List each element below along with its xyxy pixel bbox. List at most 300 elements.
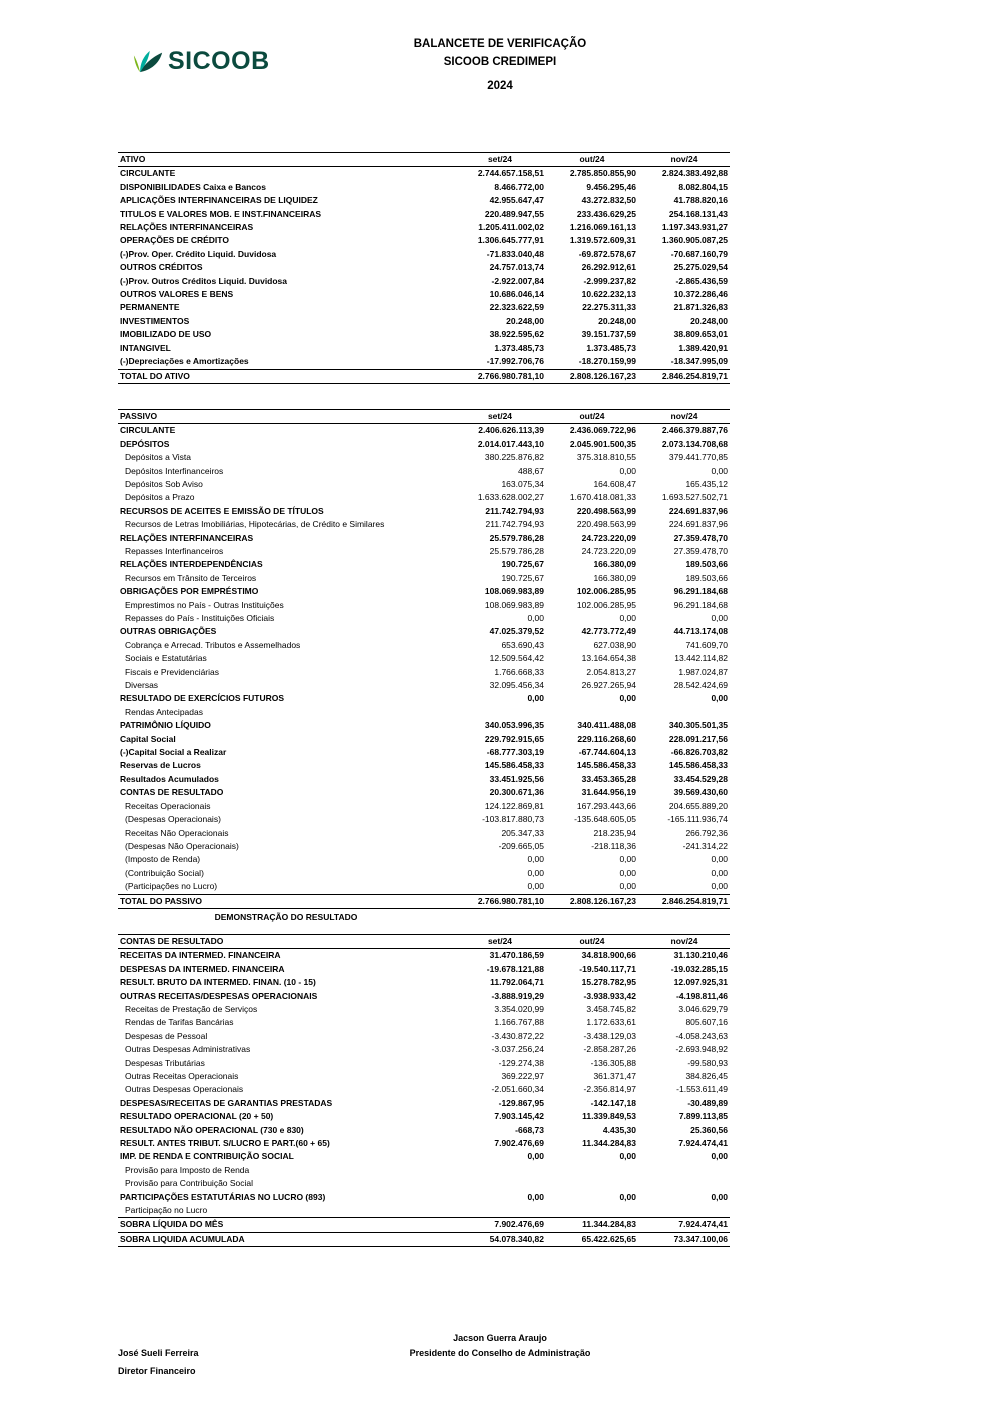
row-value: 627.038,90 — [593, 639, 636, 650]
row-value: 102.006.285,95 — [576, 599, 636, 610]
row-value — [546, 1177, 638, 1190]
row-value: 165.435,12 — [685, 478, 728, 489]
row-value: 25.579.786,28 — [489, 545, 544, 556]
column-header-nov-24: nov/24 — [638, 153, 730, 167]
row-value: 12.097.925,31 — [673, 977, 728, 988]
row-value: 380.225.876,82 — [484, 452, 544, 463]
table-row — [118, 342, 730, 355]
row-value: -18.347.995,09 — [670, 356, 728, 367]
row-value: 164.608,47 — [593, 478, 636, 489]
table-row — [118, 1003, 730, 1016]
table-row — [118, 949, 730, 963]
row-value: 39.569.430,60 — [673, 787, 728, 798]
row-label: Sociais e Estatutárias — [125, 653, 207, 664]
row-value: 0,00 — [619, 613, 636, 623]
table-row — [118, 746, 730, 759]
table-row — [118, 853, 730, 866]
row-label: Receitas Operacionais — [125, 800, 211, 811]
row-value: 8.082.804,15 — [678, 181, 728, 192]
table-row — [118, 1057, 730, 1070]
row-label: OPERAÇÕES DE CRÉDITO — [120, 235, 229, 246]
row-value: 163.075,34 — [501, 478, 544, 489]
row-value — [454, 706, 546, 719]
row-label: Resultados Acumulados — [120, 773, 219, 784]
row-value: 0,00 — [619, 1151, 636, 1162]
row-value: 0,00 — [527, 881, 544, 892]
row-label: Depósitos Interfinanceiros — [125, 465, 224, 476]
row-label: SOBRA LIQUIDA ACUMULADA — [118, 1232, 454, 1246]
table-row — [118, 1016, 730, 1029]
row-label: RELAÇÕES INTERFINANCEIRAS — [120, 532, 254, 543]
row-value: 39.151.737,59 — [581, 329, 636, 340]
row-value: -70.687.160,79 — [670, 248, 728, 259]
ativo-section-title: ATIVO — [118, 153, 454, 167]
row-label: INVESTIMENTOS — [120, 315, 190, 326]
row-label: (-)Capital Social a Realizar — [120, 747, 227, 758]
row-label: PATRIMÔNIO LÍQUIDO — [120, 720, 211, 731]
table-row — [118, 1177, 730, 1190]
row-value: -68.777.303,19 — [486, 747, 544, 758]
row-value: -142.147,18 — [590, 1097, 636, 1108]
row-value: 220.498.563,99 — [576, 505, 636, 516]
row-value: -4.058.243,63 — [675, 1030, 728, 1041]
table-row — [118, 518, 730, 531]
row-value: 31.470.186,59 — [489, 950, 544, 961]
table-row — [118, 1137, 730, 1150]
row-label: Outras Receitas Operacionais — [125, 1071, 239, 1081]
row-label: RELAÇÕES INTERFINANCEIRAS — [120, 222, 254, 233]
table-row — [118, 990, 730, 1003]
table-row — [118, 234, 730, 247]
row-value — [638, 1164, 730, 1177]
row-value: 7.902.476,69 — [494, 1138, 544, 1149]
row-value: 11.344.284,83 — [546, 1218, 638, 1232]
report-year: 2024 — [487, 80, 513, 92]
row-value: -136.305,88 — [590, 1057, 636, 1068]
row-value: -165.111.936,74 — [667, 814, 728, 825]
row-value: -19.540.117,71 — [579, 963, 636, 974]
table-row — [118, 478, 730, 491]
row-value: 34.818.900,66 — [581, 950, 636, 961]
row-value: 25.360,56 — [690, 1124, 728, 1135]
row-value: -3.430.872,22 — [491, 1030, 544, 1041]
row-value: 361.371,47 — [593, 1071, 636, 1081]
row-value: 1.633.628.002,27 — [477, 492, 544, 503]
table-row — [118, 666, 730, 679]
row-value: 47.025.379,52 — [489, 626, 544, 637]
table-row — [118, 208, 730, 221]
row-value: 22.323.622,59 — [489, 302, 544, 313]
row-value: 2.744.657.158,51 — [477, 168, 544, 179]
row-value: -2.051.660,34 — [491, 1084, 544, 1095]
table-row — [118, 194, 730, 207]
table-row — [118, 315, 730, 328]
passivo-table — [118, 409, 730, 909]
row-value: 205.347,33 — [501, 827, 544, 838]
row-value: 229.116.268,60 — [577, 733, 636, 744]
row-value — [454, 1177, 546, 1190]
row-value: 2.785.850.855,90 — [569, 168, 636, 179]
row-value: 13.164.654,38 — [581, 653, 636, 664]
row-value: 0,00 — [711, 693, 728, 704]
row-value: 229.792.915,65 — [484, 733, 544, 744]
row-value: 33.454.529,28 — [673, 773, 728, 784]
row-label: IMOBILIZADO DE USO — [120, 329, 212, 340]
row-value: 42.773.772,49 — [581, 626, 636, 637]
row-value: -3.938.933,42 — [583, 990, 636, 1001]
row-value: 1.987.024,87 — [678, 666, 728, 677]
table-row — [118, 1164, 730, 1177]
row-label: CIRCULANTE — [120, 168, 176, 179]
row-value: -3.438.129,03 — [583, 1030, 636, 1041]
row-value: 108.069.983,89 — [484, 599, 544, 610]
row-value: 38.809.653,01 — [673, 329, 728, 340]
row-value: 145.586.458,33 — [576, 760, 636, 771]
resultado-table — [118, 934, 730, 1247]
row-value: 25.275.029,54 — [673, 262, 728, 273]
row-value: 8.466.772,00 — [494, 181, 544, 192]
row-value: 22.275.311,33 — [582, 302, 636, 313]
row-value: 1.373.485,73 — [494, 342, 544, 353]
row-label: Provisão para Imposto de Renda — [125, 1164, 250, 1175]
row-label: (-)Prov. Outros Créditos Liquid. Duvidosa — [120, 275, 288, 286]
row-label: Rendas Antecipadas — [125, 706, 203, 717]
row-value: -2.865.436,59 — [675, 275, 728, 286]
row-value: 0,00 — [711, 465, 728, 476]
row-value: 54.078.340,82 — [454, 1232, 546, 1246]
column-header-nov-24: nov/24 — [638, 934, 730, 948]
table-row — [118, 505, 730, 518]
row-value: 1.197.343.931,27 — [661, 222, 728, 233]
table-row — [118, 261, 730, 274]
table-row — [118, 221, 730, 234]
row-value: -2.356.814,97 — [583, 1084, 636, 1095]
column-header-set-24: set/24 — [454, 153, 546, 167]
row-value: 7.924.474,41 — [638, 1218, 730, 1232]
row-value: 233.436.629,25 — [576, 208, 636, 219]
row-label: SOBRA LÍQUIDA DO MÊS — [118, 1218, 454, 1232]
column-header-set-24: set/24 — [454, 934, 546, 948]
row-label: (Participações no Lucro) — [125, 881, 218, 892]
table-row — [118, 827, 730, 840]
row-value: 1.389.420,91 — [678, 342, 728, 353]
row-value: 211.742.794,93 — [485, 519, 544, 530]
row-value: 1.205.411.002,02 — [478, 222, 544, 233]
table-row — [118, 369, 730, 383]
row-value: 166.380,09 — [593, 559, 636, 570]
row-value: 145.586.458,33 — [484, 760, 544, 771]
row-value: 26.292.912,61 — [581, 262, 636, 273]
row-value: -2.999.237,82 — [583, 275, 636, 286]
table-row — [118, 786, 730, 799]
row-label: RESULTADO OPERACIONAL (20 + 50) — [120, 1111, 274, 1122]
row-value: -241.314,22 — [682, 840, 728, 851]
row-value: 2.045.901.500,35 — [569, 438, 636, 449]
row-value: 42.955.647,47 — [489, 195, 544, 206]
row-label: Receitas Não Operacionais — [125, 827, 229, 838]
row-value: 0,00 — [619, 854, 636, 865]
row-label: Despesas Tributárias — [125, 1057, 205, 1068]
row-value: -19.032.285,15 — [670, 963, 728, 974]
row-value: 190.725,67 — [501, 559, 544, 570]
row-value: 0,00 — [619, 693, 636, 704]
row-value: -69.872.578,67 — [578, 248, 636, 259]
row-label: RESULTADO NÃO OPERACIONAL (730 e 830) — [120, 1124, 304, 1135]
row-label: Depósitos Sob Aviso — [125, 478, 203, 489]
row-value: 7.903.145,42 — [494, 1111, 544, 1122]
president-name: Jacson Guerra Araujo — [453, 1333, 547, 1343]
row-value: 0,00 — [527, 693, 544, 704]
row-value: -3.888.919,29 — [491, 990, 544, 1001]
row-value: 2.808.126.167,23 — [546, 369, 638, 383]
signature-director — [118, 1344, 199, 1380]
row-label: Repasses do País - Instituições Oficiais — [125, 613, 275, 623]
table-row — [118, 976, 730, 989]
row-value: 1.166.767,88 — [494, 1017, 544, 1028]
row-label: OBRIGAÇÕES POR EMPRÉSTIMO — [120, 586, 259, 597]
row-value: 2.808.126.167,23 — [546, 894, 638, 908]
row-value: 96.291.184,68 — [673, 599, 728, 610]
table-row — [118, 1218, 730, 1232]
row-value: 24.757.013,74 — [489, 262, 544, 273]
row-value: -218.118,36 — [591, 840, 636, 851]
table-row — [118, 840, 730, 853]
resultado-header-row — [118, 934, 730, 948]
row-value: 3.046.629,79 — [678, 1003, 728, 1014]
table-row — [118, 679, 730, 692]
row-value: 3.458.745,82 — [586, 1003, 636, 1014]
row-label: (Despesas Operacionais) — [125, 814, 221, 825]
row-label: TITULOS E VALORES MOB. E INST.FINANCEIRAS — [120, 208, 322, 219]
table-row — [118, 625, 730, 638]
row-label: RESULTADO DE EXERCÍCIOS FUTUROS — [120, 693, 285, 704]
row-value: 33.451.925,56 — [489, 773, 544, 784]
row-value: 189.503,66 — [685, 559, 728, 570]
row-value: 20.300.671,36 — [489, 787, 544, 798]
row-value: 28.542.424,69 — [673, 680, 728, 691]
row-value: 11.344.284,83 — [582, 1138, 636, 1149]
row-value: 12.509.564,42 — [489, 653, 544, 664]
row-value: 653.690,43 — [501, 639, 544, 650]
table-row — [118, 1083, 730, 1096]
row-value: 0,00 — [619, 867, 636, 878]
row-value: 2.824.383.492,88 — [661, 168, 728, 179]
row-value — [454, 1164, 546, 1177]
row-value: 2.436.069.722,96 — [569, 425, 636, 436]
row-value — [454, 1204, 546, 1218]
table-row — [118, 275, 730, 288]
director-name: José Sueli Ferreira — [118, 1348, 199, 1358]
report-subtitle: SICOOB CREDIMEPI — [443, 55, 557, 68]
row-value: 488,67 — [518, 465, 544, 476]
row-value: 15.278.782,95 — [581, 977, 636, 988]
ativo-header-row — [118, 153, 730, 167]
row-value: 21.871.326,83 — [673, 302, 728, 313]
row-label: RECEITAS DA INTERMED. FINANCEIRA — [120, 950, 281, 961]
table-row — [118, 759, 730, 772]
row-label: Despesas de Pessoal — [125, 1030, 208, 1041]
table-row — [118, 692, 730, 705]
table-row — [118, 612, 730, 625]
row-label: RECURSOS DE ACEITES E EMISSÃO DE TÍTULOS — [120, 505, 324, 516]
row-value: 204.655.889,20 — [668, 800, 728, 811]
row-label: TOTAL DO ATIVO — [118, 369, 454, 383]
row-label: Outras Despesas Operacionais — [125, 1084, 244, 1095]
table-row — [118, 1070, 730, 1083]
row-value: 2.466.379.887,76 — [661, 425, 728, 436]
row-value: 0,00 — [527, 867, 544, 878]
report-title: BALANCETE DE VERIFICAÇÃO — [413, 38, 587, 50]
row-value: 102.006.285,95 — [576, 586, 636, 597]
row-value: -1.553.611,49 — [676, 1084, 728, 1095]
row-value: 32.095.456,34 — [489, 680, 544, 691]
row-value: 4.435,30 — [602, 1124, 636, 1135]
row-value: 38.922.595,62 — [489, 329, 544, 340]
table-row — [118, 1124, 730, 1137]
passivo-section-title: PASSIVO — [118, 409, 454, 423]
row-label: TOTAL DO PASSIVO — [118, 894, 454, 908]
row-value: -209.665,05 — [498, 840, 544, 851]
row-value: 1.766.668,33 — [494, 666, 544, 677]
row-value: 24.723.220,09 — [581, 545, 636, 556]
table-row — [118, 585, 730, 598]
table-row — [118, 301, 730, 314]
row-value: 0,00 — [619, 465, 636, 476]
table-row — [118, 813, 730, 826]
row-value: 13.442.114,82 — [674, 653, 728, 664]
column-header-nov-24: nov/24 — [638, 409, 730, 423]
row-value: 11.339.849,53 — [582, 1111, 636, 1122]
table-row — [118, 424, 730, 438]
row-value: 220.498.563,99 — [576, 519, 636, 530]
row-label: INTANGIVEL — [120, 342, 171, 353]
row-label: RESULT. BRUTO DA INTERMED. FINAN. (10 - 15) — [120, 977, 316, 988]
table-row — [118, 572, 730, 585]
row-value: 224.691.837,96 — [668, 505, 728, 516]
table-row — [118, 167, 730, 181]
resultado-section-title: CONTAS DE RESULTADO — [118, 934, 454, 948]
row-label: OUTRAS OBRIGAÇÕES — [120, 626, 217, 637]
row-value: 0,00 — [527, 1151, 544, 1162]
table-row — [118, 1204, 730, 1218]
row-value: 27.359.478,70 — [673, 532, 728, 543]
director-role: Diretor Financeiro — [118, 1366, 196, 1376]
row-value — [638, 1177, 730, 1190]
row-value: 3.354.020,99 — [494, 1003, 544, 1014]
ativo-table — [118, 152, 730, 384]
row-value: 218.235,94 — [593, 827, 636, 838]
row-label: Diversas — [125, 680, 159, 691]
row-label: Participação no Lucro — [125, 1205, 208, 1216]
row-value: 0,00 — [527, 854, 544, 865]
row-value: 20.248,00 — [690, 315, 728, 326]
report-titles — [0, 39, 1000, 93]
row-value: 20.248,00 — [506, 315, 544, 326]
row-value: 1.216.069.161,13 — [569, 222, 636, 233]
row-value: -18.270.159,99 — [578, 356, 636, 367]
row-value: 369.222,97 — [501, 1071, 544, 1081]
table-row — [118, 880, 730, 894]
row-label: PARTICIPAÇÕES ESTATUTÁRIAS NO LUCRO (893) — [120, 1191, 326, 1202]
table-row — [118, 545, 730, 558]
row-value: -67.744.604,13 — [578, 747, 636, 758]
row-label: DESPESAS/RECEITAS DE GARANTIAS PRESTADAS — [120, 1097, 333, 1108]
column-header-out-24: out/24 — [546, 934, 638, 948]
row-value: 0,00 — [711, 881, 728, 892]
row-label: Outras Despesas Administrativas — [125, 1044, 251, 1055]
row-value: 2.014.017.443,10 — [477, 438, 544, 449]
row-label: Capital Social — [120, 733, 176, 744]
row-value — [546, 706, 638, 719]
row-value: 0,00 — [711, 613, 728, 623]
row-value: 73.347.100,06 — [638, 1232, 730, 1246]
row-value: 65.422.625,65 — [546, 1232, 638, 1246]
row-value: 145.586.458,33 — [668, 760, 728, 771]
row-value: 1.306.645.777,91 — [477, 235, 544, 246]
row-label: Depósitos a Vista — [125, 452, 191, 463]
row-value: 0,00 — [711, 867, 728, 878]
table-row — [118, 288, 730, 301]
table-row — [118, 1150, 730, 1163]
table-row — [118, 652, 730, 665]
row-value: 10.372.286,46 — [673, 289, 728, 300]
row-label: OUTRAS RECEITAS/DESPESAS OPERACIONAIS — [120, 990, 318, 1001]
table-row — [118, 599, 730, 612]
row-value: 43.272.832,50 — [581, 195, 636, 206]
row-value: 0,00 — [527, 1191, 544, 1202]
row-label: Recursos de Letras Imobiliárias, Hipotecárias, de Crédito e Similares — [125, 519, 385, 530]
brand-wordmark: SICOOB — [168, 47, 270, 75]
row-label: OUTROS CRÉDITOS — [120, 262, 203, 273]
row-value: 25.579.786,28 — [489, 532, 544, 543]
row-value: 0,00 — [527, 613, 544, 623]
row-label: Recursos em Trânsito de Terceiros — [125, 572, 257, 583]
table-row — [118, 1097, 730, 1110]
row-value: 2.054.813,27 — [586, 666, 636, 677]
row-value: 1.172.633,61 — [586, 1017, 636, 1028]
row-value: -2.858.287,26 — [583, 1044, 636, 1055]
row-value: -19.678.121,88 — [486, 963, 544, 974]
row-value: 7.902.476,69 — [454, 1218, 546, 1232]
row-label: CONTAS DE RESULTADO — [120, 787, 224, 798]
row-value: 20.248,00 — [598, 315, 636, 326]
row-value — [546, 1204, 638, 1218]
row-value: -2.922.007,84 — [491, 275, 544, 286]
row-value: -66.826.703,82 — [670, 747, 728, 758]
table-row — [118, 438, 730, 451]
row-value: 0,00 — [711, 1191, 728, 1202]
row-value: -4.198.811,46 — [676, 990, 728, 1001]
row-value: 7.924.474,41 — [678, 1138, 728, 1149]
row-label: PERMANENTE — [120, 302, 180, 313]
row-value: 2.766.980.781,10 — [454, 369, 546, 383]
table-row — [118, 800, 730, 813]
row-value: 10.686.046,14 — [489, 289, 544, 300]
report-body — [118, 152, 730, 1247]
row-label: Depósitos a Prazo — [125, 492, 195, 503]
table-row — [118, 355, 730, 369]
row-value: 24.723.220,09 — [581, 532, 636, 543]
row-value: 41.788.820,16 — [673, 195, 728, 206]
table-row — [118, 1030, 730, 1043]
row-value: -17.992.706,76 — [486, 356, 544, 367]
row-label: DEPÓSITOS — [120, 438, 170, 449]
row-value: 384.826,45 — [685, 1071, 728, 1081]
table-row — [118, 773, 730, 786]
row-value: 96.291.184,68 — [673, 586, 728, 597]
table-row — [118, 1110, 730, 1123]
row-value: 0,00 — [711, 1151, 728, 1162]
